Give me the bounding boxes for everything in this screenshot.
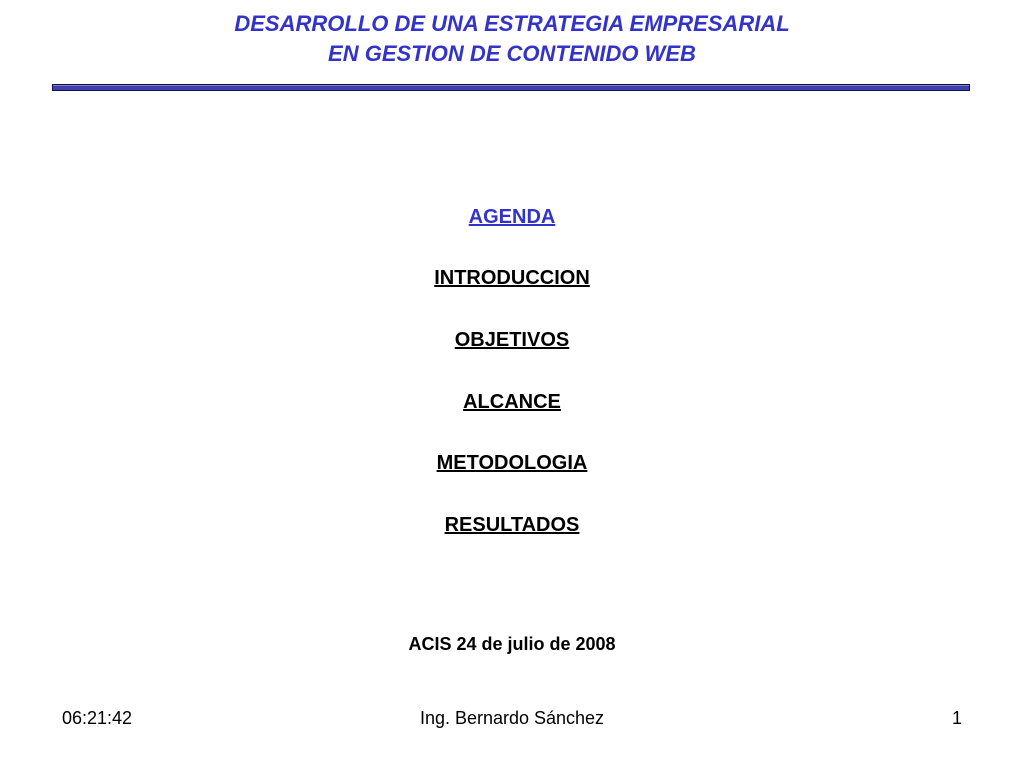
event-date-line: ACIS 24 de julio de 2008 — [408, 634, 616, 654]
footer-time: 06:21:42 — [62, 708, 133, 728]
agenda-item-introduccion: INTRODUCCION — [434, 267, 590, 289]
agenda-item-metodologia: METODOLOGIA — [436, 452, 588, 474]
footer-page-number: 1 — [951, 708, 962, 728]
agenda-item-alcance: ALCANCE — [463, 391, 561, 413]
slide-title — [0, 9, 1024, 69]
title-divider — [52, 84, 970, 91]
agenda-heading: AGENDA — [468, 206, 556, 228]
agenda-item-objetivos: OBJETIVOS — [454, 329, 570, 351]
slide-title-line-2: EN GESTION DE CONTENIDO WEB — [328, 41, 696, 66]
slide-title-line-1: DESARROLLO DE UNA ESTRATEGIA EMPRESARIAL — [234, 11, 790, 36]
agenda-item-resultados: RESULTADOS — [444, 514, 580, 536]
footer-author: Ing. Bernardo Sánchez — [419, 708, 605, 728]
